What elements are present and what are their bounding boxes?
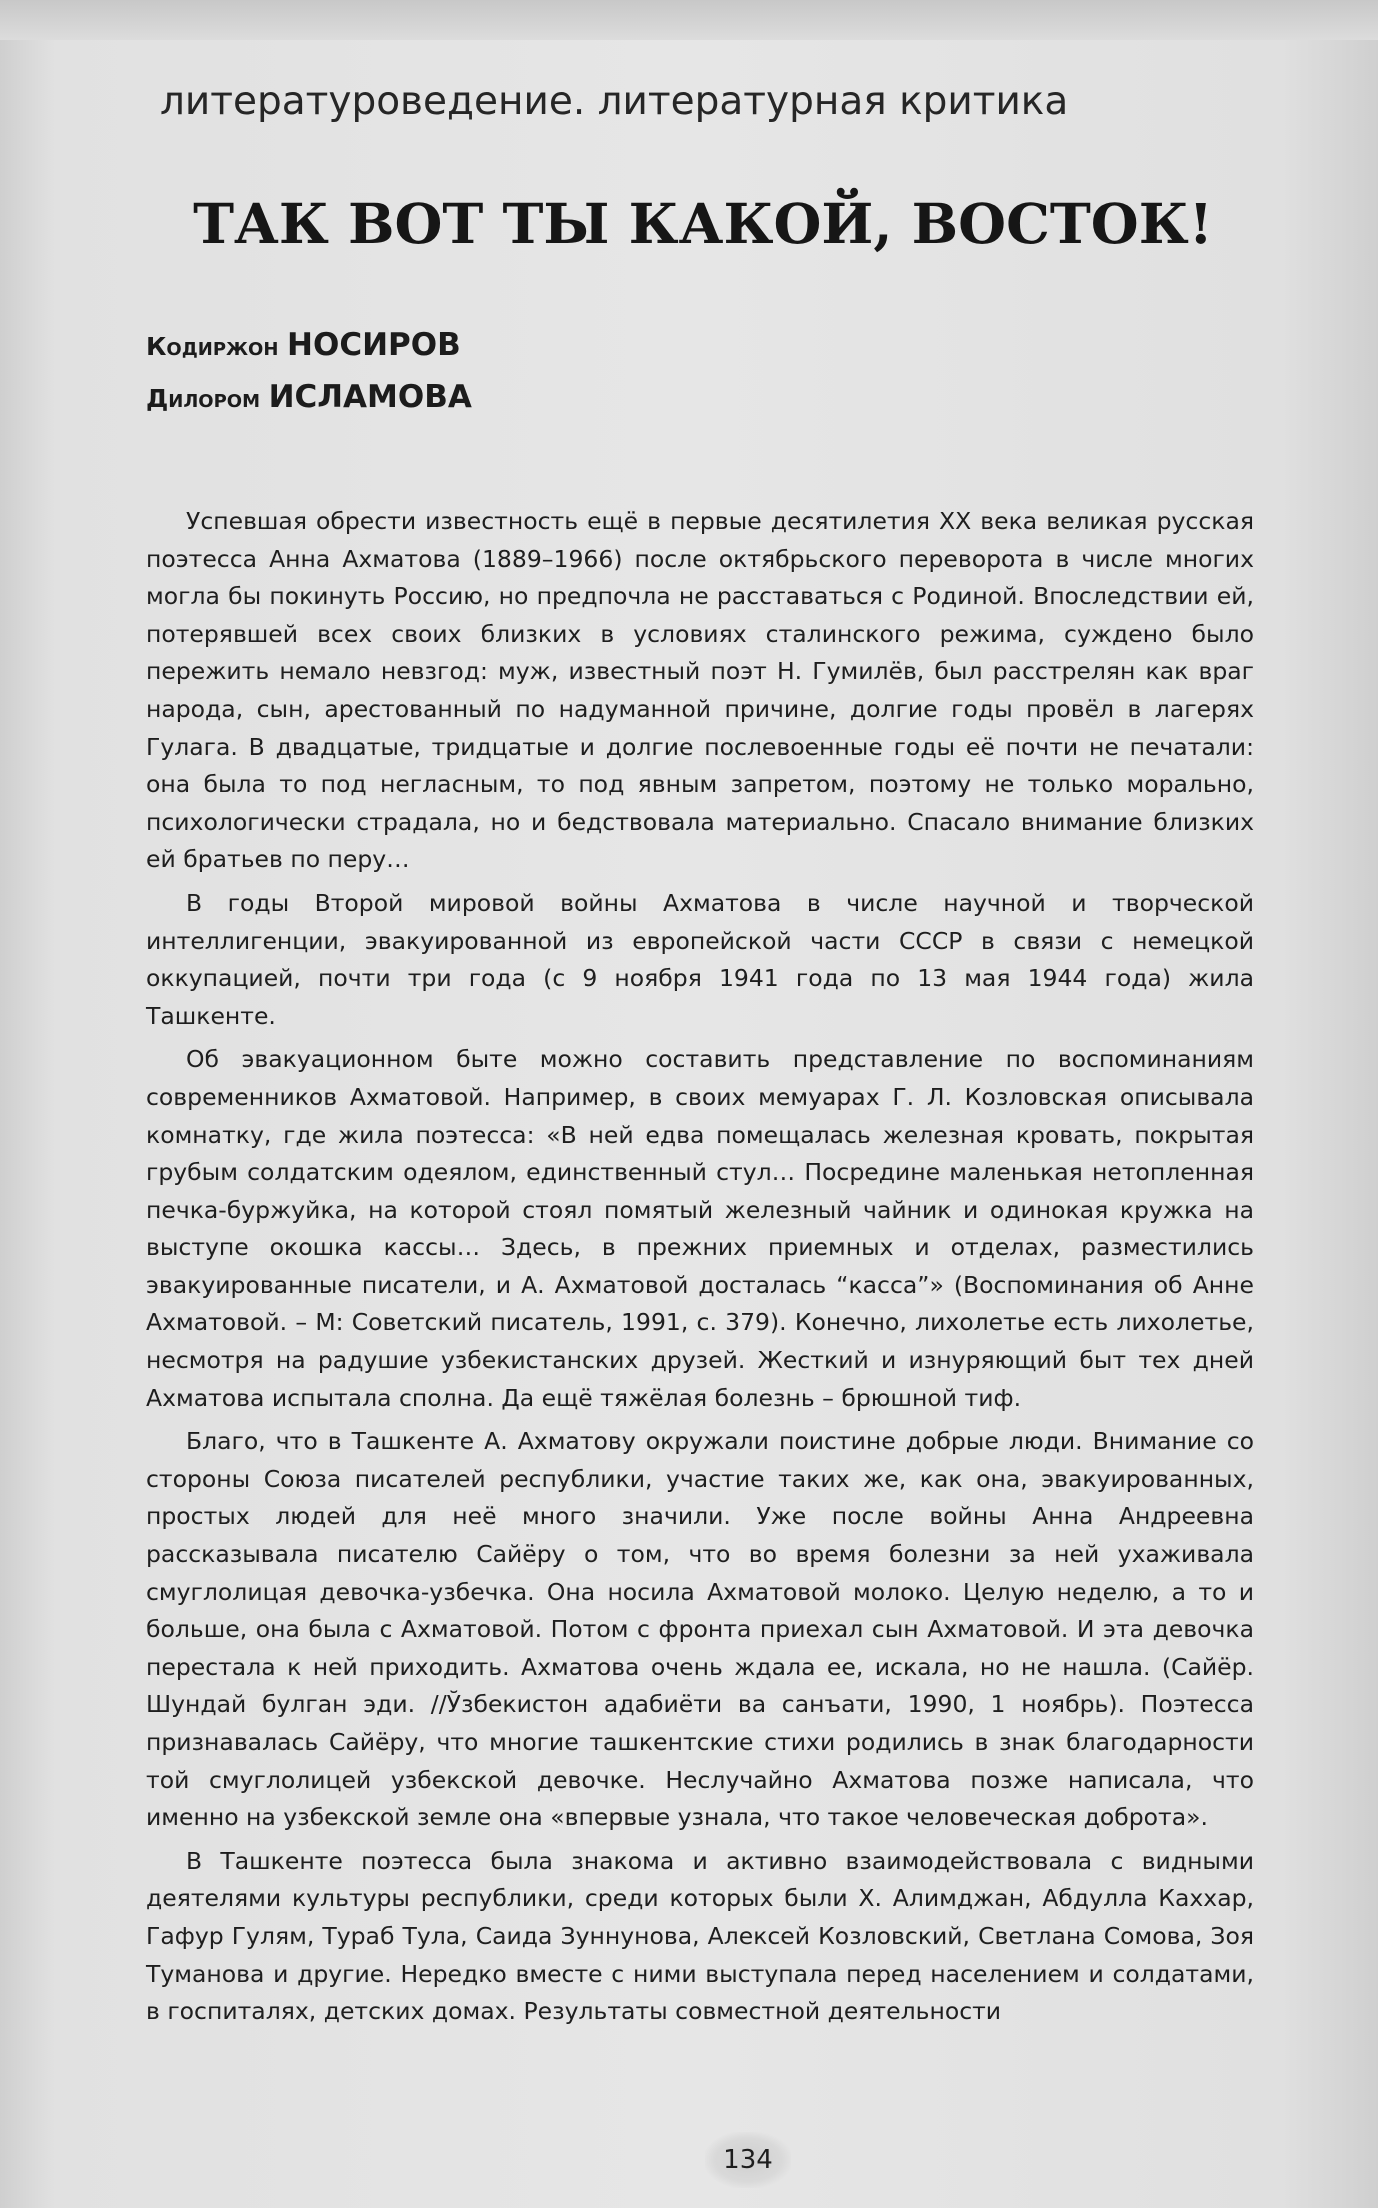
author-1 xyxy=(146,325,461,367)
author-last-name: ИСЛАМОВА xyxy=(268,379,472,415)
author-last-name: НОСИРОВ xyxy=(287,327,461,363)
page-number: 134 xyxy=(705,2132,791,2188)
author-2 xyxy=(146,377,472,419)
page-top-edge xyxy=(0,0,1378,40)
section-header: литературоведение. литературная критика xyxy=(160,79,1069,124)
paragraph-2: В годы Второй мировой войны Ахматова в числе научной и творческой интеллигенции, эвакуированной из европейской части СССР в связи с немецкой оккупацией, почти три года (с 9 ноября 1941 года по 13 мая 1944 года) жила Ташкенте. xyxy=(146,888,1254,1030)
paragraph-1: Успевшая обрести известность ещё в первые десятилетия XX века великая русская поэтесса Анна Ахматова (1889–1966) после октябрьского переворота в числе многих могла бы покинуть Россию, но предпочла не расставаться с Родиной. Впоследствии ей, потерявшей всех своих близких в условиях сталинского режима, суждено было пережить немало невзгод: муж, известный поэт Н. Гумилёв, был расстрелян как враг народа, сын, арестованный по надуманной причине, долгие годы провёл в лагерях Гулага. В двадцатые, тридцатые и долгие послевоенные годы её почти не печатали: она была то под негласным, то под явным запретом, поэтому не только морально, психологически страдала, но и бедствовала материально. Спасало внимание близких ей братьев по перу… xyxy=(146,507,1254,874)
author-first-name: Кодиржон xyxy=(146,332,279,361)
article-title: ТАК ВОТ ТЫ КАКОЙ, ВОСТОК! xyxy=(193,191,1213,256)
article-body xyxy=(146,503,1254,2037)
paragraph-5: В Ташкенте поэтесса была знакома и активно взаимодействовала с видными деятелями культуры республики, среди которых были Х. Алимджан, Абдулла Каххар, Гафур Гулям, Тураб Тула, Саида Зуннунова, Алексей Козловский, Светлана Сомова, Зоя Туманова и другие. Нередко вместе с ними выступала перед населением и солдатами, в госпиталях, детских домах. Результаты совместной деятельности xyxy=(146,1846,1254,2026)
paragraph-4: Благо, что в Ташкенте А. Ахматову окружали поистине добрые люди. Внимание со стороны Союза писателей республики, участие таких же, как она, эвакуированных, простых людей для неё много значили. Уже после войны Анна Андреевна рассказывала писателю Сайёру о том, что во время болезни за ней ухаживала смуглолицая девочка-узбечка. Она носила Ахматовой молоко. Целую неделю, а то и больше, она была с Ахматовой. Потом с фронта приехал сын Ахматовой. И эта девочка перестала к ней приходить. Ахматова очень ждала ее, искала, но не нашла. (Сайёр. Шундай булган эди. //Ўзбекистон адабиёти ва санъати, 1990, 1 ноябрь). Поэтесса признавалась Сайёру, что многие ташкентские стихи родились в знак благодарности той смуглолицей узбекской девочке. Неслучайно Ахматова позже написала, что именно на узбекской земле она «впервые узнала, что такое человеческая доброта». xyxy=(146,1427,1254,1832)
paragraph-3: Об эвакуационном быте можно составить представление по воспоминаниям современников Ахматовой. Например, в своих мемуарах Г. Л. Козловская описывала комнатку, где жила поэтесса: «В ней едва помещалась железная кровать, покрытая грубым солдатским одеялом, единственный стул… Посредине маленькая нетопленная печка-буржуйка, на которой стоял помятый железный чайник и одинокая кружка на выступе окошка кассы… Здесь, в прежних приемных и отделах, разместились эвакуированные писатели, и А. Ахматовой досталась “касса”» (Воспоминания об Анне Ахматовой. – М: Советский писатель, 1991, с. 379). Конечно, лихолетье есть лихолетье, несмотря на радушие узбекистанских друзей. Жесткий и изнуряющий быт тех дней Ахматова испытала сполна. Да ещё тяжёлая болезнь – брюшной тиф. xyxy=(146,1045,1254,1412)
author-first-name: Дилором xyxy=(146,384,260,413)
